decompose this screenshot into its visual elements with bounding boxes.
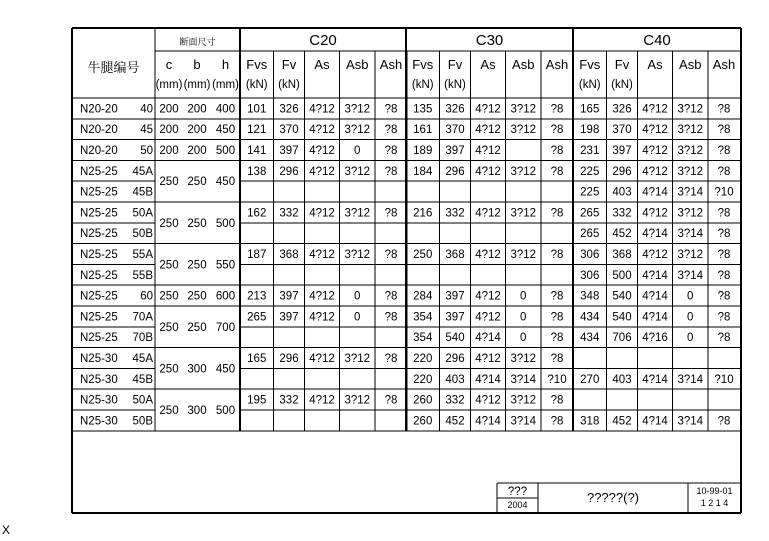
value-cell: ?8: [717, 290, 731, 303]
value-cell: 368: [612, 249, 632, 261]
value-cell: 306: [580, 249, 600, 261]
row-number: 50B: [132, 415, 153, 428]
merged-dim-cell: 250: [159, 176, 179, 189]
value-cell: 4?12: [475, 311, 501, 324]
value-cell: ?8: [550, 249, 564, 261]
table-row: [80, 395, 563, 407]
value-cell: ?8: [384, 165, 398, 178]
value-col-header: Fvs: [246, 57, 268, 72]
value-cell: 4?14: [475, 415, 501, 428]
value-col-header: Asb: [512, 57, 535, 72]
dim-col-unit: (mm): [183, 79, 211, 91]
dim-col-header: b: [193, 57, 201, 72]
value-cell: 3?12: [344, 165, 371, 178]
row-number: 45A: [132, 165, 153, 178]
value-cell: 3?12: [344, 394, 371, 407]
table-row: [80, 353, 563, 365]
dim-cell: 200: [159, 124, 179, 137]
value-cell: 434: [580, 332, 600, 345]
merged-dim-cell: 300: [187, 405, 207, 417]
row-number: 45: [140, 124, 153, 137]
value-cell: ?8: [717, 165, 731, 178]
value-cell: 3?14: [677, 373, 704, 386]
merged-dim-cell: 500: [215, 405, 236, 417]
value-cell: 4?12: [309, 249, 335, 261]
value-cell: 4?12: [642, 165, 668, 178]
value-cell: 326: [612, 103, 632, 116]
value-cell: 284: [413, 290, 433, 303]
value-cell: 434: [580, 311, 600, 324]
value-col-unit: (kN): [278, 79, 300, 91]
value-cell: ?10: [714, 373, 734, 386]
value-cell: 403: [612, 186, 632, 199]
value-cell: 370: [612, 124, 632, 137]
row-name: N25-25: [80, 311, 118, 324]
row-name: N25-25: [80, 332, 118, 345]
value-col-header: Asb: [346, 57, 369, 72]
value-cell: 165: [580, 103, 600, 116]
value-cell: 4?12: [475, 165, 501, 178]
value-col-unit: (kN): [411, 79, 434, 91]
merged-dim-cell: 250: [159, 217, 179, 230]
value-cell: 0: [520, 311, 527, 324]
merged-dim-cell: 300: [187, 363, 207, 376]
value-cell: 0: [520, 290, 527, 303]
value-cell: 4?14: [642, 290, 668, 303]
row-name: N20-20: [80, 124, 118, 137]
dim-cell: 600: [215, 290, 236, 303]
value-cell: 4?12: [309, 311, 335, 324]
dim-cell: 200: [187, 124, 207, 137]
value-col-unit: (kN): [611, 79, 633, 91]
value-cell: 540: [612, 290, 632, 303]
dim-cell: 500: [215, 145, 236, 157]
value-cell: ?8: [550, 290, 564, 303]
value-cell: 306: [580, 269, 600, 282]
row-number: 50A: [132, 207, 153, 220]
value-cell: 296: [279, 353, 299, 365]
row-name: N25-25: [80, 186, 118, 199]
dim-col-header: h: [221, 57, 230, 72]
section-label-header: 断面尺寸: [179, 37, 216, 47]
value-cell: 4?12: [309, 145, 335, 157]
row-name: N25-30: [80, 373, 118, 386]
value-cell: 370: [445, 124, 465, 137]
value-col-header: Fvs: [412, 57, 434, 72]
value-cell: 3?14: [677, 415, 704, 428]
value-cell: 3?12: [677, 145, 704, 157]
value-cell: ?8: [550, 103, 564, 116]
value-cell: ?8: [550, 311, 564, 324]
value-cell: 231: [580, 145, 600, 157]
value-cell: 4?12: [642, 207, 668, 220]
row-name: N25-30: [80, 415, 118, 428]
value-col-header: Asb: [679, 57, 702, 72]
value-cell: 4?12: [309, 394, 335, 407]
value-cell: 354: [413, 332, 433, 345]
value-cell: 4?12: [475, 394, 501, 407]
value-cell: 3?14: [677, 269, 704, 282]
value-cell: 4?16: [642, 332, 668, 345]
value-cell: ?8: [550, 165, 564, 178]
value-cell: 225: [580, 165, 600, 178]
value-cell: 354: [413, 311, 433, 324]
value-cell: ?8: [550, 353, 564, 365]
grade-header-c40: C40: [643, 32, 671, 49]
value-cell: 368: [279, 249, 299, 261]
row-name: N25-25: [80, 249, 118, 261]
dim-col-unit: (mm): [212, 79, 239, 91]
merged-dim-cell: 500: [215, 217, 236, 230]
value-cell: 397: [445, 145, 465, 157]
title-block-code: 10-99-01: [696, 486, 733, 496]
value-cell: ?8: [717, 103, 731, 116]
value-col-header: Ash: [379, 57, 403, 72]
value-cell: 332: [279, 207, 299, 220]
value-cell: 265: [247, 311, 267, 324]
value-cell: ?8: [550, 332, 564, 345]
value-col-unit: (kN): [444, 79, 466, 91]
value-cell: 0: [520, 332, 527, 345]
dim-cell: 400: [215, 103, 236, 116]
value-cell: 4?14: [642, 228, 668, 241]
row-number: 50B: [132, 228, 153, 241]
value-cell: 500: [612, 269, 632, 282]
title-block-sheet: 1 2 1 4: [700, 498, 729, 508]
dim-cell: 200: [187, 145, 207, 157]
merged-dim-cell: 250: [159, 321, 179, 334]
value-cell: 4?12: [475, 249, 501, 261]
value-col-header: Fv: [281, 57, 297, 72]
row-name: N25-25: [80, 290, 118, 303]
row-number: 45B: [132, 373, 153, 386]
merged-dim-cell: 550: [215, 259, 236, 272]
value-cell: ?8: [384, 124, 398, 137]
row-number: 70B: [132, 332, 153, 345]
value-cell: 3?12: [344, 103, 371, 116]
value-cell: ?8: [384, 103, 398, 116]
value-cell: 332: [445, 207, 465, 220]
value-cell: 187: [247, 249, 267, 261]
value-cell: ?8: [717, 311, 731, 324]
value-cell: 4?12: [309, 124, 335, 137]
merged-dim-cell: 250: [159, 405, 179, 417]
value-cell: 0: [354, 290, 361, 303]
value-cell: 4?12: [475, 103, 501, 116]
value-cell: 4?14: [642, 373, 668, 386]
value-cell: 0: [687, 332, 694, 345]
value-cell: 101: [247, 103, 267, 116]
value-cell: 403: [612, 373, 632, 386]
value-cell: 3?12: [510, 394, 537, 407]
dim-cell: 200: [187, 103, 207, 116]
value-cell: 195: [247, 394, 267, 407]
value-col-header: Ash: [545, 57, 569, 72]
value-cell: 260: [413, 394, 433, 407]
corner-mark: X: [2, 523, 11, 537]
value-cell: 265: [580, 228, 600, 241]
value-cell: ?8: [384, 249, 398, 261]
value-cell: 270: [580, 373, 600, 386]
value-cell: 0: [354, 145, 361, 157]
value-col-header: As: [314, 57, 330, 72]
value-cell: 3?12: [510, 207, 537, 220]
row-number: 50A: [132, 394, 153, 407]
value-cell: 4?14: [642, 269, 668, 282]
value-cell: 397: [445, 290, 465, 303]
value-cell: 296: [612, 165, 632, 178]
value-cell: 162: [247, 207, 267, 220]
value-cell: ?8: [717, 249, 731, 261]
merged-dim-cell: 450: [215, 363, 236, 376]
value-cell: 318: [580, 415, 600, 428]
value-cell: 4?14: [475, 332, 501, 345]
value-cell: 4?12: [475, 207, 501, 220]
value-col-unit: (kN): [245, 79, 268, 91]
value-cell: 3?12: [510, 103, 537, 116]
dim-col-header: c: [165, 57, 173, 72]
value-cell: 3?12: [677, 165, 704, 178]
value-col-header: Ash: [712, 57, 736, 72]
value-cell: 4?12: [309, 290, 335, 303]
value-cell: 348: [580, 290, 600, 303]
value-cell: ?8: [717, 124, 731, 137]
merged-dim-cell: 250: [159, 363, 179, 376]
value-cell: 368: [445, 249, 465, 261]
value-cell: 397: [612, 145, 632, 157]
value-cell: ?8: [384, 145, 398, 157]
value-cell: ?8: [550, 207, 564, 220]
value-cell: 0: [687, 311, 694, 324]
value-cell: 4?12: [642, 145, 668, 157]
value-cell: ?8: [717, 228, 731, 241]
value-cell: 540: [445, 332, 465, 345]
value-cell: 4?14: [475, 373, 501, 386]
grade-header-c20: C20: [309, 32, 337, 49]
value-cell: 3?12: [677, 249, 704, 261]
value-cell: ?8: [384, 207, 398, 220]
value-cell: 332: [445, 394, 465, 407]
value-cell: ?8: [717, 332, 731, 345]
dim-col-unit: (mm): [155, 79, 183, 91]
table-header: [87, 32, 735, 91]
value-cell: 3?14: [510, 373, 537, 386]
value-cell: ?10: [547, 373, 567, 386]
value-cell: 3?12: [510, 165, 537, 178]
value-cell: 3?14: [677, 228, 704, 241]
value-cell: 198: [580, 124, 600, 137]
row-number: 70A: [132, 311, 153, 324]
value-cell: 397: [279, 290, 299, 303]
grade-header-c30: C30: [475, 32, 504, 49]
value-cell: 121: [247, 124, 267, 137]
value-cell: ?8: [550, 124, 564, 137]
value-cell: 3?12: [677, 124, 704, 137]
value-cell: 296: [279, 165, 299, 178]
value-cell: 4?12: [642, 249, 668, 261]
row-number: 60: [140, 290, 153, 303]
row-number: 55B: [132, 269, 153, 282]
value-cell: 3?12: [344, 124, 371, 137]
value-cell: 3?12: [677, 207, 704, 220]
value-cell: 3?12: [510, 353, 537, 365]
value-cell: 189: [413, 145, 433, 157]
row-name: N25-25: [80, 165, 118, 178]
row-name: N25-25: [80, 269, 118, 282]
value-cell: 265: [580, 207, 600, 220]
value-col-header: Fv: [614, 57, 630, 72]
title-block-year: 2004: [507, 500, 528, 510]
value-cell: 3?12: [510, 249, 537, 261]
value-col-header: Fvs: [579, 57, 601, 72]
value-cell: 4?12: [475, 353, 501, 365]
value-cell: ?8: [550, 394, 564, 407]
row-name: N20-20: [80, 145, 118, 157]
value-cell: ?8: [384, 311, 398, 324]
value-cell: 225: [580, 186, 600, 199]
value-cell: 332: [279, 394, 299, 407]
merged-dim-cell: 700: [215, 321, 236, 334]
value-cell: 184: [413, 165, 433, 178]
dim-cell: 250: [187, 290, 207, 303]
row-name: N20-20: [80, 103, 118, 116]
dim-cell: 450: [215, 124, 236, 137]
value-cell: ?8: [384, 394, 398, 407]
value-cell: ?8: [550, 145, 564, 157]
value-cell: 4?12: [475, 145, 501, 157]
merged-dim-cell: 250: [187, 217, 207, 230]
value-cell: 540: [612, 311, 632, 324]
value-cell: 326: [445, 103, 465, 116]
value-cell: ?8: [717, 207, 731, 220]
value-cell: 332: [612, 207, 632, 220]
value-cell: 220: [413, 373, 433, 386]
value-cell: 706: [612, 332, 632, 345]
value-cell: ?8: [384, 353, 398, 365]
merged-dim-cell: 250: [187, 321, 207, 334]
value-cell: 4?12: [475, 290, 501, 303]
dim-cell: 250: [159, 290, 179, 303]
value-cell: 3?12: [344, 353, 371, 365]
value-cell: 260: [413, 415, 433, 428]
value-cell: 4?12: [642, 124, 668, 137]
value-cell: ?8: [717, 145, 731, 157]
title-block: [507, 486, 732, 510]
value-col-header: As: [647, 57, 663, 72]
value-cell: 397: [445, 311, 465, 324]
value-cell: 213: [247, 290, 267, 303]
value-cell: 397: [279, 311, 299, 324]
value-cell: 0: [354, 311, 361, 324]
row-number: 45B: [132, 186, 153, 199]
value-cell: 452: [445, 415, 465, 428]
row-number: 40: [140, 103, 153, 116]
value-col-header: Fv: [447, 57, 463, 72]
row-label-header: 牛腿编号: [87, 60, 140, 75]
row-name: N25-25: [80, 207, 118, 220]
row-name: N25-25: [80, 228, 118, 241]
merged-dim-cell: 250: [187, 176, 207, 189]
value-cell: 250: [413, 249, 433, 261]
title-block-title: ?????(?): [586, 490, 640, 505]
value-cell: 296: [445, 353, 465, 365]
value-cell: ?8: [550, 415, 564, 428]
value-cell: 3?12: [677, 103, 704, 116]
value-cell: 0: [687, 290, 694, 303]
title-block-label: ???: [507, 486, 528, 498]
value-cell: 397: [279, 145, 299, 157]
value-cell: 220: [413, 353, 433, 365]
dim-cell: 200: [159, 103, 179, 116]
value-cell: ?8: [717, 415, 731, 428]
value-cell: 296: [445, 165, 465, 178]
value-cell: 138: [247, 165, 267, 178]
value-cell: 3?14: [510, 415, 537, 428]
value-cell: 4?14: [642, 311, 668, 324]
row-name: N25-30: [80, 394, 118, 407]
value-cell: 4?12: [642, 103, 668, 116]
value-cell: 4?14: [642, 186, 668, 199]
value-cell: 452: [612, 415, 632, 428]
dim-cell: 200: [159, 145, 179, 157]
value-cell: 452: [612, 228, 632, 241]
value-cell: ?10: [714, 186, 734, 199]
value-cell: 3?12: [344, 207, 371, 220]
value-cell: 135: [413, 103, 433, 116]
value-cell: 141: [247, 145, 267, 157]
row-number: 45A: [132, 353, 153, 365]
value-cell: 4?12: [309, 207, 335, 220]
value-col-unit: (kN): [578, 79, 601, 91]
row-number: 50: [140, 145, 153, 157]
value-cell: 4?12: [475, 124, 501, 137]
merged-dim-cell: 450: [215, 176, 236, 189]
merged-dim-cell: 250: [187, 259, 207, 272]
value-cell: 3?14: [677, 186, 704, 199]
value-cell: 370: [279, 124, 299, 137]
value-cell: 3?12: [510, 124, 537, 137]
value-cell: 4?12: [309, 165, 335, 178]
value-cell: ?8: [384, 290, 398, 303]
value-cell: 4?12: [309, 103, 335, 116]
value-col-header: As: [480, 57, 496, 72]
value-cell: 161: [413, 124, 433, 137]
value-cell: 326: [279, 103, 299, 116]
merged-dim-cell: 250: [159, 259, 179, 272]
value-cell: 3?12: [344, 249, 371, 261]
value-cell: 4?14: [642, 415, 668, 428]
row-name: N25-30: [80, 353, 118, 365]
value-cell: 4?12: [309, 353, 335, 365]
value-cell: 403: [445, 373, 465, 386]
value-cell: ?8: [717, 269, 731, 282]
row-number: 55A: [132, 249, 153, 261]
value-cell: 165: [247, 353, 267, 365]
value-cell: 216: [413, 207, 433, 220]
